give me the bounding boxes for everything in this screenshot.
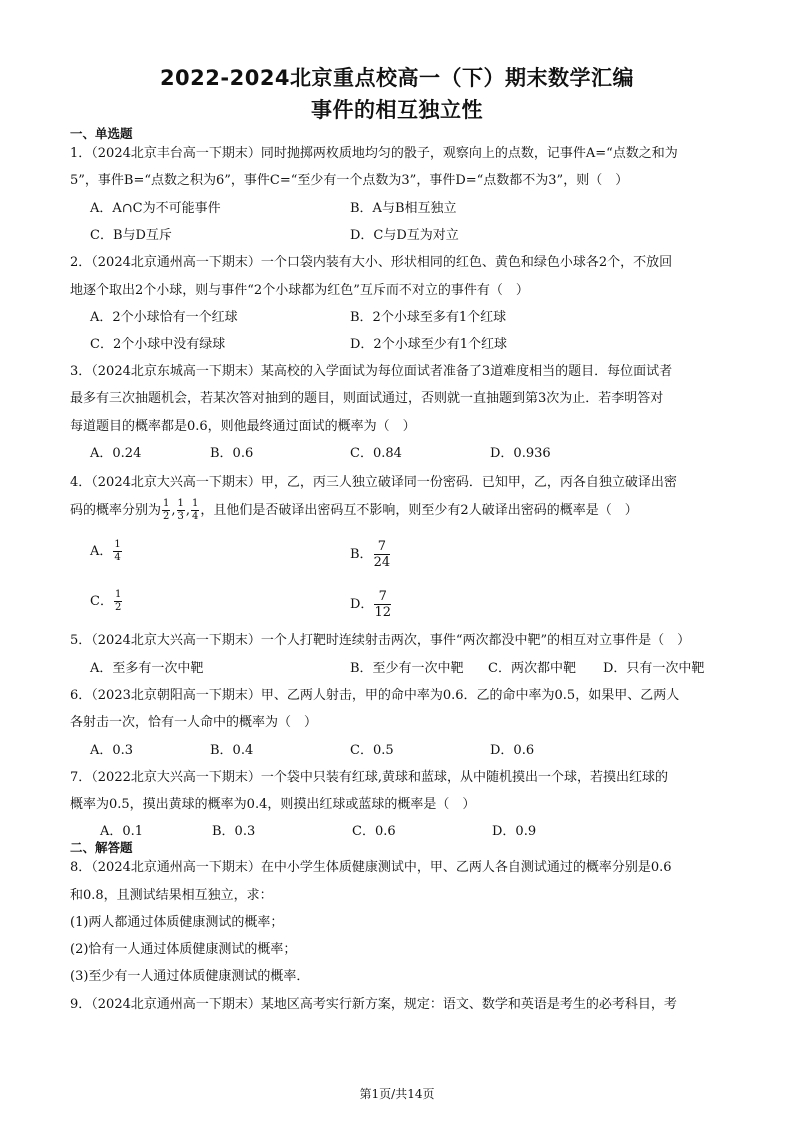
option-label: D． [350,597,374,612]
question-1-option-b: B．A与B相互独立 [350,201,457,216]
page-number: 第1页/共14页 [359,1087,435,1101]
fraction [113,540,121,563]
fraction-denominator: 24 [373,555,391,570]
question-8-line-2: 和0.8，且测试结果相互独立，求： [70,888,273,903]
fraction [374,540,391,569]
question-2-option-c: C．2个小球中没有绿球 [90,337,226,352]
fraction-numerator: 7 [374,540,391,555]
option-label: A． [90,544,113,559]
question-6-option-b: B．0.4 [210,743,254,758]
question-1-line-2: 5”，事件B=“点数之积为6”，事件C=“至少有一个点数为3”，事件D=“点数都不为3”，则（ ） [70,173,629,188]
question-4-option-a [90,540,123,563]
question-4-line-2: 码的概率分别为 $\frac{1}{2}$ , $\frac{1}{3}$ , $\frac{1}{4}$ ，且他们是否破译出密码互不影响，则至少有2人破译出密码的概率是（ ） [70,498,638,522]
fraction-numerator: 1 [114,539,121,550]
question-2-line-2: 地逐个取出2个小球，则与事件“2个小球都为红色”互斥而不对立的事件有（ ） [70,283,529,298]
fraction-denominator: 12 [374,605,391,620]
fraction-denominator: 3 [177,511,184,522]
fraction-numerator: 1 [163,498,170,509]
question-7-option-b: B．0.3 [212,824,256,839]
question-2-option-a: A．2个小球恰有一个红球 [90,310,238,325]
question-1-option-a: A．A∩C为不可能事件 [90,201,221,216]
question-6-option-d: D．0.6 [490,743,535,758]
fraction [114,590,122,613]
fraction [191,499,199,522]
question-5-option-b: B．至少有一次中靶 [350,661,464,676]
fraction-denominator: 4 [114,552,121,563]
section-heading-answer: 二、解答题 [70,840,133,855]
question-6-option-a: A．0.3 [90,743,134,758]
question-2-option-b: B．2个小球至多有1个红球 [350,310,507,325]
question-1-option-c: C．B与D互斥 [90,228,172,243]
question-2-line-1: 2．（2024北京通州高一下期末）一个口袋内装有大小、形状相同的红色、黄色和绿色小球各2个，不放回 [70,255,673,270]
question-8-line-1: 8．（2024北京通州高一下期末）在中小学生体质健康测试中，甲、乙两人各自测试通过的概率分别是0.6 [70,860,672,875]
fraction-numerator: 1 [114,589,122,600]
question-4-line-2-prefix: 码的概率分别为 [70,503,162,518]
question-5-option-c: C．两次都中靶 [488,661,576,676]
question-3-option-c: C．0.84 [350,446,402,461]
question-5-line-1: 5．（2024北京大兴高一下期末）一个人打靶时连续射击两次，事件“两次都没中靶”的相互对立事件是（ ） [70,633,691,648]
fraction [162,499,170,522]
question-4-line-1: 4．（2024北京大兴高一下期末）甲，乙，丙三人独立破译同一份密码．已知甲，乙，丙各自独立破译出密 [70,475,677,490]
question-7-option-d: D．0.9 [492,824,537,839]
section-heading-single-choice: 一、单选题 [70,126,133,141]
fraction [374,590,391,619]
question-1-option-d: D．C与D互为对立 [350,228,459,243]
question-3-option-b: B．0.6 [210,446,254,461]
question-8-part-3: (3)至少有一人通过体质健康测试的概率． [70,969,310,984]
question-2-option-d: D．2个小球至少有1个红球 [350,337,507,352]
question-6-line-1: 6．（2023北京朝阳高一下期末）甲、乙两人射击，甲的命中率为0.6．乙的命中率为0.5，如果甲、乙两人 [70,688,680,703]
question-9-line-1: 9．（2024北京通州高一下期末）某地区高考实行新方案，规定：语文、数学和英语是考生的必考科目，考 [70,997,677,1012]
question-8-part-1: (1)两人都通过体质健康测试的概率； [70,915,284,930]
question-3-line-2: 最多有三次抽题机会，若某次答对抽到的题目，则面试通过，否则就一直抽题到第3次为止．若李明答对 [70,391,664,406]
fraction-numerator: 7 [374,590,391,605]
document-subtitle: 事件的相互独立性 [311,98,483,122]
document-title: 2022-2024北京重点校高一（下）期末数学汇编 [159,66,635,90]
question-7-line-2: 概率为0.5，摸出黄球的概率为0.4，则摸出红球或蓝球的概率是（ ） [70,797,476,812]
fraction-denominator: 2 [163,511,170,522]
fraction-denominator: 2 [114,602,122,613]
question-3-line-1: 3．（2024北京东城高一下期末）某高校的入学面试为每位面试者准备了3道难度相当的题目．每位面试者 [70,364,673,379]
question-4-option-b [350,540,391,569]
question-3-line-3: 每道题目的概率都是0.6，则他最终通过面试的概率为（ ） [70,419,416,434]
option-label: B． [350,547,373,562]
question-1-line-1: 1．（2024北京丰台高一下期末）同时抛掷两枚质地均匀的骰子，观察向上的点数，记事件A=“点数之和为 [70,146,678,161]
question-6-option-c: C．0.5 [350,743,394,758]
question-4-line-2-suffix: ，且他们是否破译出密码互不影响，则至少有2人破译出密码的概率是（ ） [200,503,638,518]
fraction-numerator: 1 [177,498,184,509]
option-label: C． [90,594,113,609]
fraction-denominator: 4 [192,511,199,522]
question-7-line-1: 7．（2022北京大兴高一下期末）一个袋中只装有红球,黄球和蓝球，从中随机摸出一个球，若摸出红球的 [70,770,668,785]
question-6-line-2: 各射击一次，恰有一人命中的概率为（ ） [70,715,318,730]
question-4-option-c [90,590,123,613]
fraction-numerator: 1 [192,498,199,509]
question-5-option-d: D．只有一次中靶 [603,661,705,676]
question-4-option-d [350,590,392,619]
question-3-option-a: A．0.24 [90,446,142,461]
question-7-option-c: C．0.6 [352,824,396,839]
question-7-option-a: A．0.1 [100,824,144,839]
question-3-option-d: D．0.936 [490,446,551,461]
question-5-option-a: A．至多有一次中靶 [90,661,204,676]
question-8-part-2: (2)恰有一人通过体质健康测试的概率； [70,942,297,957]
fraction [177,499,185,522]
